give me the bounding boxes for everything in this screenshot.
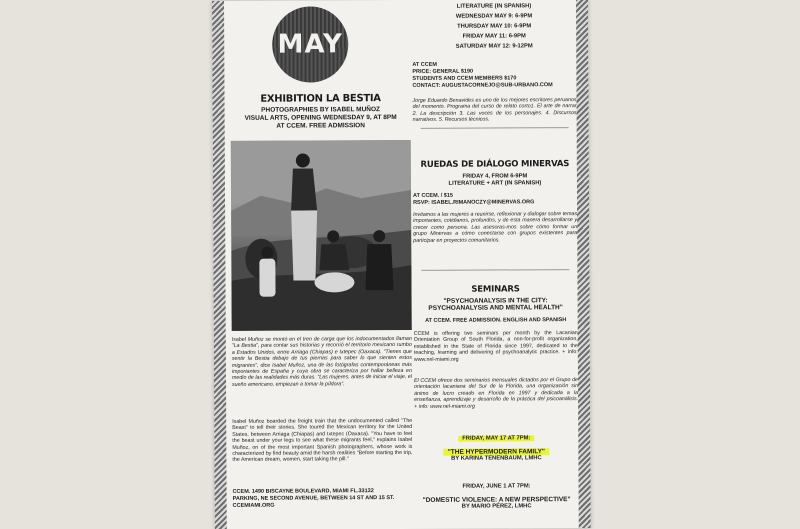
talk-1-title-text: "THE HYPERMODERN FAMILY" bbox=[444, 448, 549, 456]
talk-2 bbox=[415, 483, 579, 511]
talk-1-speaker: BY KARINA TENENBAUM, LMHC bbox=[451, 455, 542, 462]
talk-2-title: "DOMESTIC VIOLENCE: A NEW PERSPECTIVE" bbox=[422, 496, 571, 504]
seminars-text-spanish: El CCEM ofrece dos seminarios mensuales dictados por el Grupo de orientación lacaniana del Sur de la Florida, una organización sin ánimo de lucro creado en Florida en 1997 y dedicada a la enseñanza, aprendizaje y desarrollo de la práctica del psicoanálisis. + info: www.nel-miami.org bbox=[413, 377, 579, 410]
address-line-1: CCEM. 1490 BISCAYNE BOULEVARD, MIAMI FL.33132 bbox=[232, 488, 374, 495]
right-column bbox=[412, 0, 579, 529]
divider-2 bbox=[421, 269, 569, 271]
exhibition-text-english: Isabel Muñoz boarded the freight train that the undocumented called "The Beast" to tell their stories. She toured the Mexican territory for the United States, between Arriaga (Chiapas) and Ixtepec (Oaxaca). "You have to feel the beast under your legs to see what these migrants feel," explains Isabel Muñoz, on of the most important Spanish photographers, whose work is characterized by find beauty amid the harsh realities "Before starting the trip, the American dream, women, start taking the pill." bbox=[232, 417, 413, 464]
month-label: MAY bbox=[277, 29, 343, 60]
exhibition-photo bbox=[231, 140, 412, 331]
exhibition-title: EXHIBITION LA BESTIA bbox=[260, 93, 381, 105]
literature-heading: LITERATURE (IN SPANISH) bbox=[456, 3, 532, 10]
exhibition-location: AT CCEM. FREE ADMISSION bbox=[276, 122, 365, 130]
ruedas-price: AT CCEM. / $15 bbox=[413, 192, 453, 199]
seminars-text-english: CCEM is offering two seminars per month by the Lacanian Orientation Group of South Florida, a non-for-profit organization, established in the State of Florida since 1997, dedicated to the teaching, learning and delivering of psychoanalytic practice. + info: www.nel-miami.org bbox=[413, 330, 578, 363]
literature-info bbox=[412, 61, 576, 90]
exhibition-address bbox=[233, 488, 413, 510]
magazine-page bbox=[212, 0, 591, 529]
literature-contact: CONTACT: AUGUSTACORNEJO@SUB-URBANO.COM bbox=[412, 82, 553, 89]
talk-2-speaker: BY MARIO PÉREZ, LMHC bbox=[461, 503, 532, 510]
literature-schedule bbox=[412, 1, 576, 52]
ruedas-rsvp: RSVP: ISABEL.RIMANOCZY@MINERVAS.ORG bbox=[413, 199, 535, 206]
address-website: CCEMIAMI.ORG bbox=[232, 502, 275, 509]
literature-date-2: THURSDAY MAY 10: 6-9PM bbox=[457, 23, 532, 30]
ruedas-category: LITERATURE + ART (IN SPANISH) bbox=[448, 180, 542, 187]
literature-venue: AT CCEM bbox=[412, 61, 438, 68]
talk-1-date: FRIDAY, MAY 17 AT 7PM: bbox=[458, 435, 534, 441]
migrants-photo-illustration bbox=[231, 140, 412, 331]
seminars-admission: AT CCEM. FREE ADMISSION. ENGLISH AND SPANISH bbox=[425, 317, 567, 324]
literature-text: Jorge Eduardo Benavides es uno de los mejores escritores peruanos del momento. Programa del curso de relato corto1. El arte de narrar 2. La descripción 3. Las voces de los personajes. 4. Discursos narrativos. 5. Recursos técnicos. bbox=[412, 97, 577, 124]
ruedas-text: Invitamos a las mujeres a reunirse, reflexionar y dialogar sobre temas importantes, cotidianos, profundos, y de esta manera desarrollarse y crecer como persona. Las asesoras-mos sobre cómo formar un grupo Minervas a cómo conectarse con grupos existentes para participar en proyectos comunitarios. bbox=[413, 211, 578, 244]
seminars-subtitle: "PSYCHOANALYSIS IN THE CITY: PSYCHOANALYSIS AND MENTAL HEALTH" bbox=[428, 297, 563, 312]
ruedas-title: RUEDAS DE DIÁLOGO MINERVAS bbox=[420, 159, 570, 170]
ruedas-info bbox=[413, 192, 577, 207]
literature-price: PRICE: GENERAL $190 bbox=[412, 68, 474, 75]
literature-date-4: SATURDAY MAY 12: 9-12PM bbox=[455, 43, 533, 50]
left-column bbox=[230, 0, 413, 529]
literature-price-members: STUDENTS AND CCEM MEMBERS $170 bbox=[412, 75, 517, 82]
ruedas-schedule bbox=[413, 173, 577, 188]
left-stripe-decoration bbox=[212, 1, 227, 529]
literature-date-1: WEDNESDAY MAY 9: 6-9PM bbox=[455, 13, 533, 20]
divider-1 bbox=[421, 127, 569, 129]
month-badge bbox=[272, 6, 348, 82]
exhibition-header bbox=[231, 106, 411, 131]
literature-date-3: FRIDAY MAY 11: 6-9PM bbox=[462, 33, 526, 40]
talk-2-date: FRIDAY, JUNE 1 AT 7PM: bbox=[462, 483, 531, 490]
seminars-title: SEMINARS bbox=[471, 284, 520, 295]
address-line-2: PARKING, NE SECOND AVENUE, BETWEEN 14 ST AND 15 ST. bbox=[232, 495, 395, 502]
talk-1 bbox=[414, 435, 578, 463]
ruedas-date: FRIDAY 4, FROM 6-9PM bbox=[462, 173, 528, 180]
exhibition-subtitle: PHOTOGRAPHIES BY ISABEL MUÑOZ bbox=[261, 106, 380, 114]
exhibition-details: VISUAL ARTS, OPENING WEDNESDAY 9, AT 8PM bbox=[244, 114, 397, 122]
exhibition-text-spanish: Isabel Muñoz se montó en el tren de carga que los indocumentados llaman "La Bestia", para contar sus historias y recorrió el territorio mexicano rumbo a Estados Unidos, entre Arriaga (Chiapas) e Ixtepec (Oaxaca). "Tienes que sentir la Bestia debajo de tus piernas para saber lo que sienten estos migrantes", dice Isabel Muñoz, una de las fotógrafas contemporáneas más importantes de España y cuya obra se caracteriza por hallar belleza en medio de las realidades más duras. "Las mujeres, antes de iniciar el viaje, el sueño americano, empiezan a tomar la píldora". bbox=[231, 335, 412, 388]
